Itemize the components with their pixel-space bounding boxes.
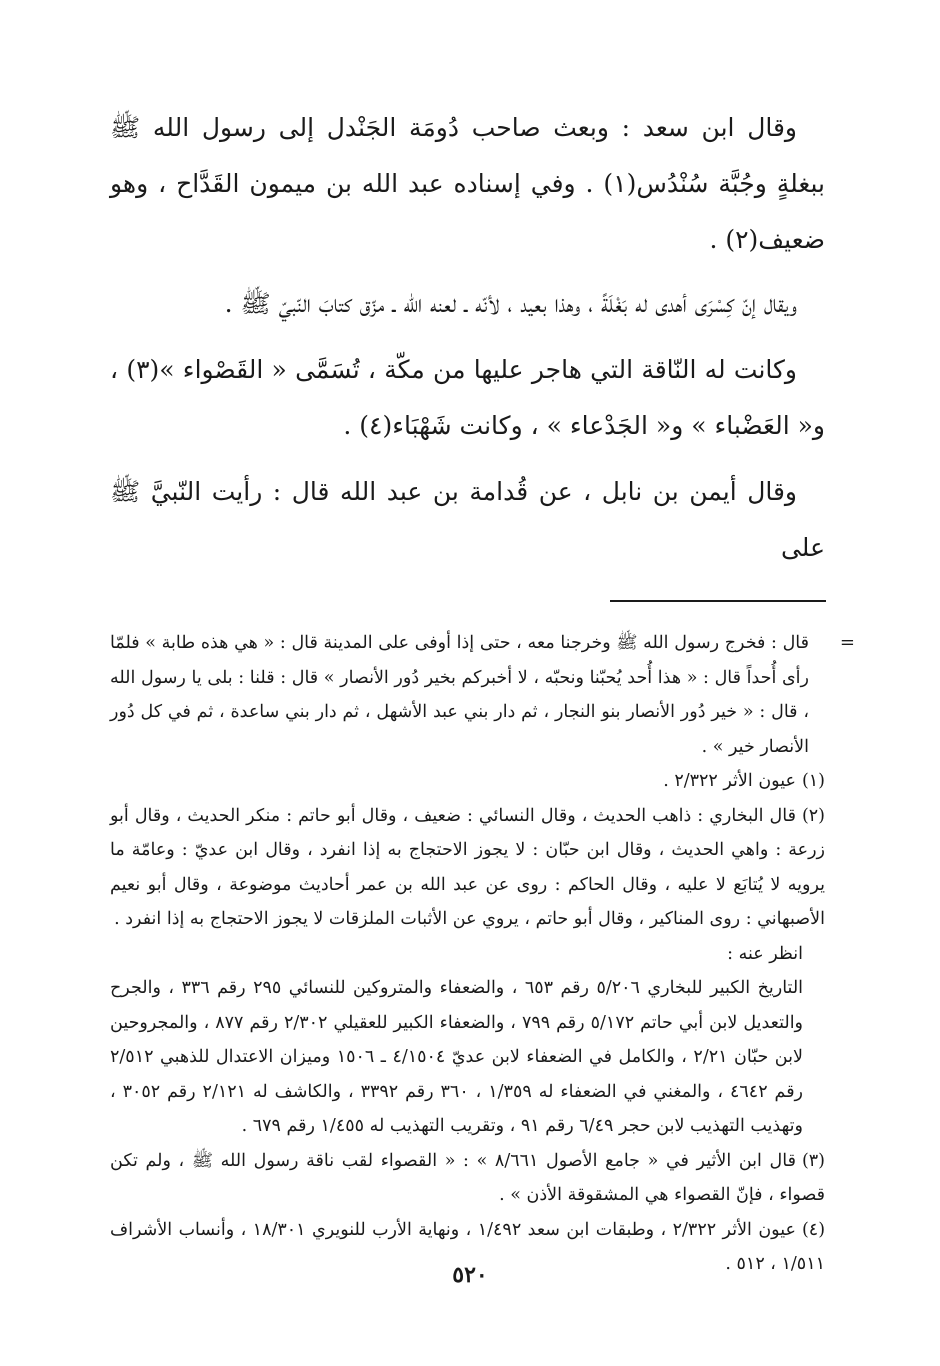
footnote-text: قال البخاري : ذاهب الحديث ، وقال النسائي : ضعيف ، وقال أبو حاتم : منكر الحديث ، وقال أبو زرعة : واهي الحديث ، وقال ابن حبّان : لا يجوز الاحتجاج به إذا انفرد ، وقال ابن عديّ : وعامّة ما يرويه لا يُتابَع لا عليه ، وقال الحاكم : روى عن عبد الله بن عمر أحاديث موضوعة ، وقال أبو نعيم الأصبهاني : روى المناكير ، وقال أبو حاتم ، يروي عن الأثبات الملزقات لا يجوز الاحتجاج به إذا انفرد . [110, 805, 825, 929]
footnote-number: (٣) [801, 1150, 825, 1171]
paragraph-4: وقال أيمن بن نابل ، عن قُدامة بن عبد الله قال : رأيت النّبيَّ ﷺ على [110, 477, 825, 562]
footnote-separator [110, 586, 825, 626]
continuation-mark: = [839, 632, 855, 653]
continuation-text: قال : فخرج رسول الله ﷺ وخرجنا معه ، حتى إذا أوفى على المدينة قال : « هي هذه طابة » فلمّا رأى أُحداً قال : « هذا أُحد يُحبّنا ونحبّه ، لا أخبركم بخير دُور الأنصار » قال : قلنا : بلى يا رسول الله ، قال : « خير دُور الأنصار بنو النجار ، ثم دار بني عبد الأشهل ، ثم دار بني ساعدة ، ثم في كل دُور الأنصار خير » . [110, 633, 809, 757]
footnote-text: قال ابن الأثير في « جامع الأصول ٨/٦٦١ » : « القصواء لقب ناقة رسول الله ﷺ ، ولم تكن قصواء ، فإنّ القصواء هي المشقوقة الأذن » . [110, 1150, 825, 1205]
footnote-references: التاريخ الكبير للبخاري ٥/٢٠٦ رقم ٦٥٣ ، والضعفاء والمتروكين للنسائي ٢٩٥ رقم ٣٣٦ ، والجرح والتعديل لابن أبي حاتم ٥/١٧٢ رقم ٧٩٩ ، والضعفاء الكبير للعقيلي ٢/٣٠٢ رقم ٨٧٧ ، والمجروحين لابن حبّان ٢/٢١ ، والكامل في الضعفاء لابن عديّ ٤/١٥٠٤ ـ ١٥٠٦ وميزان الاعتدال للذهبي ٢/٥١٢ رقم ٤٦٤٢ ، والمغني في الضعفاء له ١/٣٥٩ ، ٣٦٠ رقم ٣٣٩٢ ، والكاشف له ٢/١٢١ رقم ٣٠٥٢ ، وتهذيب التهذيب لابن حجر ٦/٤٩ رقم ٩١ ، وتقريب التهذيب له ١/٤٥٥ رقم ٦٧٩ . [110, 978, 804, 1136]
footnote-see-label: انظر عنه : [727, 943, 803, 964]
paragraph-1: وقال ابن سعد : وبعث صاحب دُومَة الجَنْدل إلى رسول الله ﷺ ببغلةٍ وجُبَّة سُنْدُس(١) . وفي إسناده عبد الله بن ميمون القَدَّاح ، وهو ضعيف(٢) . [110, 113, 825, 254]
paragraph-2: ويقال إنّ كِسْرَى أهدى له بَغْلَةً ، وهذا بعيد ، لأنّه ـ لعنه الله ـ مزّق كتابَ النّبيّ ﷺ . [224, 289, 797, 318]
main-text [110, 100, 825, 576]
footnotes [110, 626, 855, 1282]
footnote-number: (٢) [801, 805, 825, 826]
paragraph-3: وكانت له النّاقة التي هاجر عليها من مكّة ، تُسَمَّى « القَصْواء »(٣) ، و« العَضْباء » و« الجَدْعاء » ، وكانت شَهْبَاء(٤) . [110, 355, 825, 440]
page [110, 100, 855, 1282]
footnote-2 [110, 799, 825, 1144]
footnote-3 [110, 1144, 825, 1213]
page-number: ٥٢٠ [452, 1262, 488, 1288]
footnote-text: عيون الأثر ٢/٣٢٢ . [663, 771, 796, 791]
footnote-1 [110, 764, 825, 799]
footnote-number: (٤) [801, 1219, 826, 1240]
footnote-number: (١) [801, 771, 825, 791]
footnote-continuation [110, 626, 855, 764]
footnote-text: عيون الأثر ٢/٣٢٢ ، وطبقات ابن سعد ١/٤٩٢ ، ونهاية الأرب للنويري ١٨/٣٠١ ، وأنساب الأشراف ١/٥١١ ، ٥١٢ . [110, 1219, 825, 1274]
